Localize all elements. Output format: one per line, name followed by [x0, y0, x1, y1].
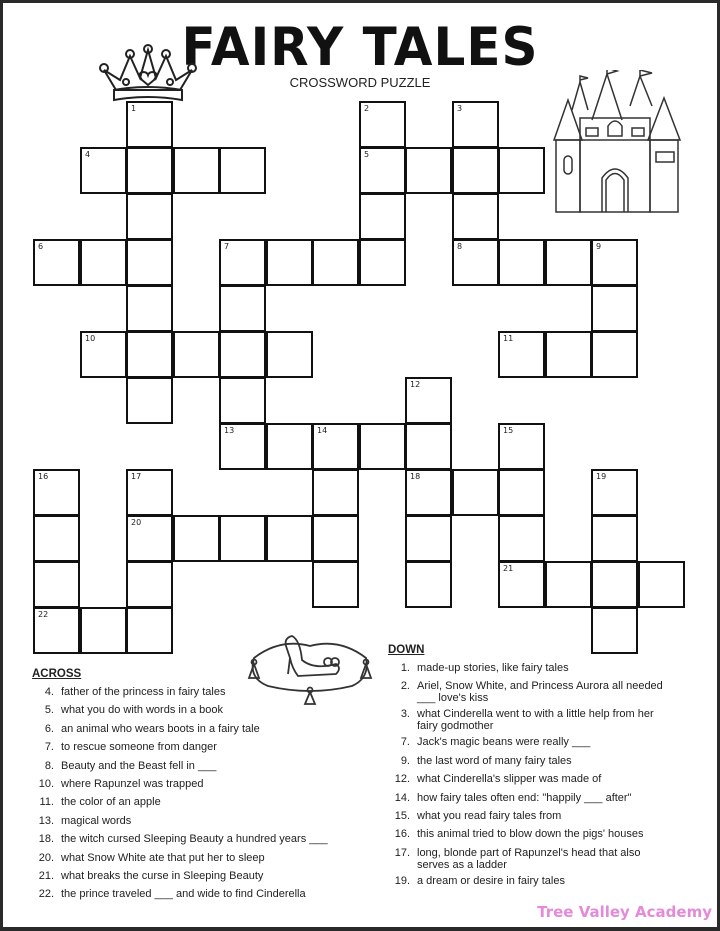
crossword-cell[interactable]	[266, 239, 313, 286]
clue-text: what you read fairy tales from	[417, 810, 562, 822]
clue-number: 1	[131, 104, 137, 113]
down-clue	[390, 662, 569, 674]
crossword-cell[interactable]	[219, 285, 266, 332]
crossword-cell[interactable]	[126, 561, 173, 608]
crossword-cell[interactable]	[173, 515, 220, 562]
clue-number: 17.	[394, 846, 410, 859]
crossword-cell[interactable]	[452, 469, 499, 516]
crossword-cell[interactable]	[80, 239, 127, 286]
down-clue	[390, 773, 601, 785]
crossword-cell[interactable]	[638, 561, 685, 608]
across-clue	[34, 741, 217, 753]
crossword-cell[interactable]	[405, 377, 452, 424]
crossword-cell[interactable]	[498, 561, 545, 608]
clue-number: 7	[224, 242, 230, 251]
clue-text: the color of an apple	[61, 796, 161, 809]
clue-number: 8	[457, 242, 463, 251]
crossword-cell[interactable]	[312, 515, 359, 562]
crossword-cell[interactable]	[312, 561, 359, 608]
clue-text: what Snow White ate that put her to sleep	[61, 851, 265, 864]
clue-number: 21.	[38, 870, 54, 882]
clue-number: 21	[503, 564, 514, 573]
clue-number: 18.	[38, 833, 54, 846]
crossword-cell[interactable]	[545, 331, 592, 378]
crossword-cell[interactable]	[452, 193, 499, 240]
clue-text: to rescue someone from danger	[61, 741, 217, 754]
clue-text: where Rapunzel was trapped	[61, 778, 204, 790]
crossword-cell[interactable]	[126, 469, 173, 516]
crossword-cell[interactable]	[498, 469, 545, 516]
clue-number: 5.	[44, 704, 54, 717]
down-clue	[390, 736, 590, 748]
clue-number: 12	[410, 380, 421, 389]
down-clue	[390, 755, 572, 767]
crossword-cell[interactable]	[498, 515, 545, 562]
crossword-cell[interactable]	[405, 561, 452, 608]
crossword-cell[interactable]	[126, 515, 173, 562]
crossword-cell[interactable]	[452, 239, 499, 286]
clue-number: 15.	[394, 810, 410, 822]
crossword-cell[interactable]	[126, 285, 173, 332]
crossword-cell[interactable]	[405, 469, 452, 516]
clue-number: 16.	[394, 828, 410, 841]
castle-icon	[552, 70, 682, 220]
crossword-cell[interactable]	[545, 561, 592, 608]
clue-number: 18	[410, 472, 421, 481]
clue-number: 13	[224, 426, 235, 435]
clue-text: what breaks the curse in Sleeping Beauty	[61, 870, 264, 882]
crossword-cell[interactable]	[219, 423, 266, 470]
clue-text: how fairy tales often end: "happily ___ after"	[417, 791, 632, 804]
crossword-cell[interactable]	[591, 331, 638, 378]
crossword-cell[interactable]	[219, 239, 266, 286]
crossword-cell[interactable]	[33, 515, 80, 562]
clue-number: 14.	[394, 791, 410, 804]
clue-number: 11	[503, 334, 514, 343]
across-clue	[34, 704, 223, 716]
clue-text: the prince traveled ___ and wide to find Cinderella	[61, 888, 306, 901]
crossword-cell[interactable]	[591, 607, 638, 654]
across-clue	[34, 686, 225, 698]
clue-text: magical words	[61, 814, 132, 827]
down-clue	[390, 847, 640, 871]
across-clue	[34, 815, 131, 827]
crossword-cell[interactable]	[126, 331, 173, 378]
crossword-cell[interactable]	[591, 561, 638, 608]
crossword-cell[interactable]	[359, 147, 406, 194]
clue-number: 2	[364, 104, 370, 113]
crossword-cell[interactable]	[173, 147, 220, 194]
clue-number: 20.	[38, 851, 54, 864]
crossword-cell[interactable]	[80, 331, 127, 378]
crossword-cell[interactable]	[126, 101, 173, 148]
clue-text: Jack's magic beans were really ___	[417, 736, 591, 749]
crossword-cell[interactable]	[33, 239, 80, 286]
clue-number: 20	[131, 518, 142, 527]
crossword-cell[interactable]	[498, 239, 545, 286]
clue-number: 4.	[44, 686, 54, 698]
clue-number: 10	[85, 334, 96, 343]
clue-number: 14	[317, 426, 328, 435]
crossword-cell[interactable]	[33, 469, 80, 516]
clue-text: what Cinderella's slipper was made of	[417, 773, 602, 786]
clue-text: what you do with words in a book	[61, 704, 224, 717]
down-clue	[390, 792, 632, 804]
crossword-cell[interactable]	[591, 239, 638, 286]
page-subtitle: CROSSWORD PUZZLE	[289, 75, 431, 90]
clue-number: 15	[503, 426, 514, 435]
crossword-cell[interactable]	[219, 515, 266, 562]
clue-number: 3	[457, 104, 463, 113]
crossword-cell[interactable]	[452, 147, 499, 194]
crossword-cell[interactable]	[266, 515, 313, 562]
clue-number: 19	[596, 472, 607, 481]
clue-number: 9.	[400, 754, 410, 767]
clue-number: 10.	[38, 778, 54, 790]
clue-number: 7.	[400, 736, 410, 749]
clue-number: 2.	[400, 680, 410, 693]
down-clue	[390, 708, 654, 732]
clue-text: father of the princess in fairy tales	[61, 686, 226, 698]
crossword-cell[interactable]	[219, 147, 266, 194]
across-clue	[34, 760, 216, 772]
crossword-cell[interactable]	[405, 147, 452, 194]
crossword-cell[interactable]	[591, 469, 638, 516]
crossword-cell[interactable]	[359, 239, 406, 286]
clue-text: an animal who wears boots in a fairy tale	[61, 722, 260, 735]
clue-text: made-up stories, like fairy tales	[417, 662, 569, 674]
across-clue	[34, 723, 260, 735]
across-heading: ACROSS	[32, 668, 82, 680]
crossword-cell[interactable]	[126, 377, 173, 424]
crossword-cell[interactable]	[498, 423, 545, 470]
crossword-cell[interactable]	[359, 101, 406, 148]
clue-text: a dream or desire in fairy tales	[417, 874, 565, 887]
down-heading: DOWN	[388, 644, 425, 656]
clue-number: 13.	[38, 814, 54, 827]
crossword-cell[interactable]	[405, 515, 452, 562]
clue-number: 3.	[400, 708, 410, 721]
clue-number: 9	[596, 242, 602, 251]
crossword-cell[interactable]	[591, 285, 638, 332]
crossword-cell[interactable]	[266, 331, 313, 378]
clue-text: Beauty and the Beast fell in ___	[61, 759, 217, 772]
clue-text: this animal tried to blow down the pigs' houses	[417, 828, 644, 841]
clue-number: 19.	[394, 874, 410, 887]
crossword-cell[interactable]	[173, 331, 220, 378]
crossword-cell[interactable]	[80, 607, 127, 654]
across-clue	[34, 888, 306, 900]
crossword-cell[interactable]	[405, 423, 452, 470]
clue-text: the witch cursed Sleeping Beauty a hundred years ___	[61, 833, 328, 846]
down-clue	[390, 828, 644, 840]
crown-icon	[96, 44, 200, 108]
crossword-cell[interactable]	[312, 239, 359, 286]
down-clue	[390, 810, 561, 822]
crossword-cell[interactable]	[312, 423, 359, 470]
crossword-cell[interactable]	[219, 377, 266, 424]
clue-text: Ariel, Snow White, and Princess Aurora all needed ___ love's kiss	[417, 680, 663, 705]
crossword-cell[interactable]	[80, 147, 127, 194]
down-clue	[390, 875, 565, 887]
across-clue	[34, 796, 161, 808]
across-clue	[34, 833, 328, 845]
clue-text: long, blonde part of Rapunzel's head that also serves as a ladder	[417, 846, 641, 871]
clue-number: 4	[85, 150, 91, 159]
crossword-cell[interactable]	[126, 147, 173, 194]
clue-number: 22.	[38, 888, 54, 901]
crossword-cell[interactable]	[545, 239, 592, 286]
clue-number: 1.	[400, 662, 410, 674]
clue-number: 11.	[39, 796, 54, 809]
crossword-cell[interactable]	[266, 423, 313, 470]
glass-slipper-icon	[240, 634, 380, 706]
clue-number: 22	[38, 610, 49, 619]
page-title: FAIRY TALES	[181, 16, 539, 78]
clue-text: what Cinderella went to with a little help from her fairy godmother	[417, 708, 654, 733]
crossword-cell[interactable]	[126, 193, 173, 240]
clue-text: the last word of many fairy tales	[417, 754, 572, 767]
brand-watermark: Tree Valley Academy	[537, 903, 712, 921]
clue-number: 5	[364, 150, 370, 159]
clue-number: 17	[131, 472, 142, 481]
clue-number: 7.	[44, 741, 54, 754]
crossword-cell[interactable]	[498, 331, 545, 378]
clue-number: 16	[38, 472, 49, 481]
crossword-cell[interactable]	[359, 193, 406, 240]
clue-number: 8.	[44, 759, 54, 772]
crossword-cell[interactable]	[33, 561, 80, 608]
crossword-cell[interactable]	[591, 515, 638, 562]
crossword-cell[interactable]	[126, 239, 173, 286]
crossword-cell[interactable]	[312, 469, 359, 516]
crossword-cell[interactable]	[33, 607, 80, 654]
crossword-cell[interactable]	[498, 147, 545, 194]
crossword-cell[interactable]	[452, 101, 499, 148]
clue-number: 6	[38, 242, 44, 251]
across-clue	[34, 852, 265, 864]
clue-number: 6.	[44, 722, 54, 735]
crossword-cell[interactable]	[126, 607, 173, 654]
crossword-cell[interactable]	[219, 331, 266, 378]
down-clue	[390, 680, 663, 704]
crossword-cell[interactable]	[359, 423, 406, 470]
across-clue	[34, 778, 203, 790]
across-clue	[34, 870, 263, 882]
clue-number: 12.	[394, 773, 410, 786]
